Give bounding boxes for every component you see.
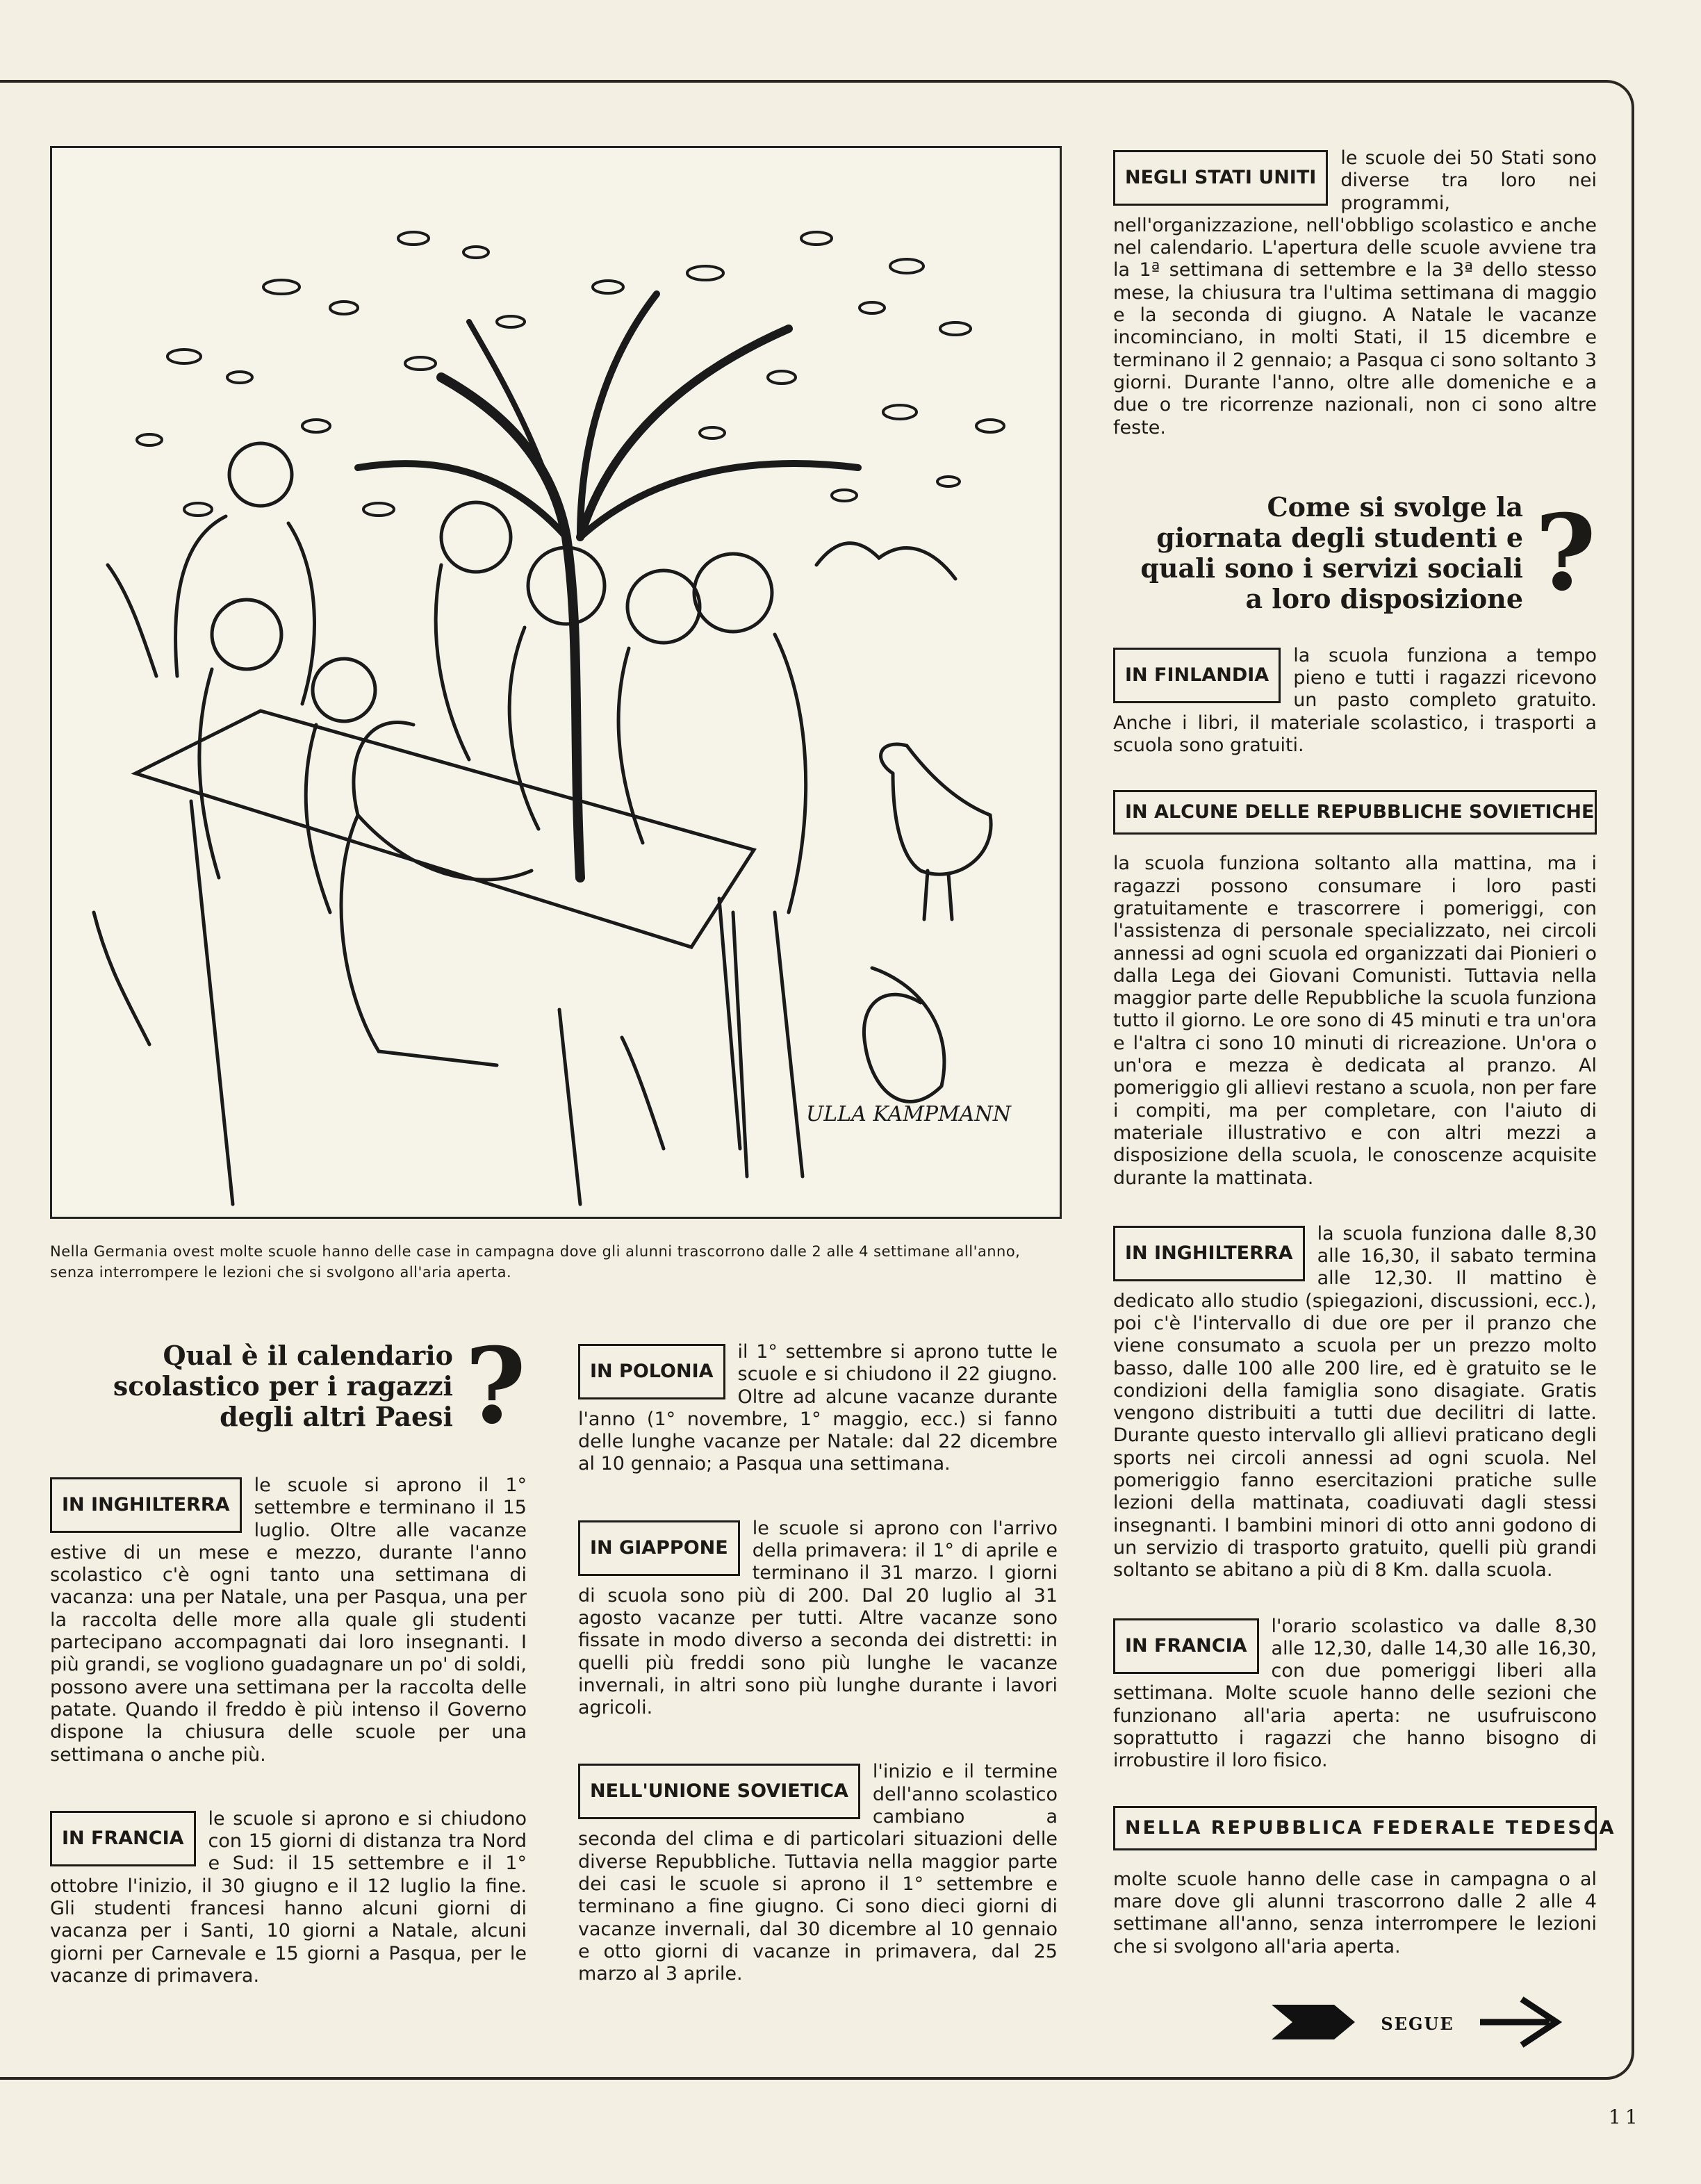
- page-number: 11: [1609, 2105, 1642, 2128]
- entry-label: IN GIAPPONE: [578, 1520, 740, 1576]
- entry-inghilterra-calendar: [50, 1475, 527, 1766]
- entry-label: IN POLONIA: [578, 1344, 725, 1399]
- section-heading-calendar: [50, 1325, 527, 1447]
- entry-text: il 1° settembre si aprono tutte le scuole e si chiudono il 22 giugno. Oltre ad alcune vacanze durante l'anno (1° novembre, 1° maggio, ecc.) si fanno delle lunghe vacanze per Natale: dal 22 dicembre al 10 gennaio; a Pasqua una settimana.: [578, 1341, 1058, 1475]
- entry-germania-federale: [1113, 1806, 1616, 1958]
- entry-finlandia: [1113, 645, 1597, 757]
- entry-text: le scuole si aprono il 1° settembre e terminano il 15 luglio. Oltre alle vacanze estive di un mese e mezzo, durante l'anno scolastico c'è ogni tanto una settimana di vacanza: una per Natale, una per Pasqua, una per la raccolta delle more alla quale gli studenti partecipano accompagnati dai loro insegnanti. I più grandi, se vogliono guadagnare un po' di soldi, possono avere una settimana per la raccolta delle patate. Quando il freddo è più intenso il Governo dispone la chiusura delle scuole per una settimana o anche più.: [50, 1475, 527, 1766]
- entry-label: NEGLI STATI UNITI: [1113, 150, 1328, 206]
- segue-label: SEGUE: [1381, 2014, 1454, 2034]
- segue-continue-link[interactable]: [1272, 1991, 1563, 2053]
- column-left: [50, 1325, 527, 2029]
- arrow-left-icon: [1272, 2005, 1355, 2039]
- entry-inghilterra-giornata: [1113, 1223, 1597, 1582]
- heading-text: Qual è il calendario scolastico per i ragazzi degli altri Paesi: [113, 1340, 453, 1432]
- entry-stati-uniti: [1113, 147, 1597, 439]
- entry-label: IN ALCUNE DELLE REPUBBLICHE SOVIETICHE: [1113, 790, 1597, 835]
- entry-text: molte scuole hanno delle case in campagna o al mare dove gli alunni trascorrono dalle 2 alle 4 settimane all'anno, senza interrompere le lezioni che si svolgono all'aria aperta.: [1113, 1868, 1597, 1957]
- heading-text: Come si svolge la giornata degli studenti e quali sono i servizi sociali a loro disposizione: [1140, 491, 1523, 614]
- arrow-right-icon: [1480, 1999, 1556, 2045]
- artist-signature: ULLA KAMPMANN: [806, 1102, 1011, 1126]
- entry-polonia: [578, 1341, 1058, 1476]
- entry-label: IN FRANCIA: [1113, 1618, 1259, 1674]
- column-middle: [578, 1341, 1058, 2027]
- entry-text: la scuola funziona a tempo pieno e tutti i ragazzi ricevono un pasto completo gratuito. Anche i libri, il materiale scolastico, i trasporti a scuola sono gratuiti.: [1113, 644, 1597, 757]
- entry-label: NELLA REPUBBLICA FEDERALE TEDESCA: [1113, 1806, 1597, 1850]
- entry-label: IN INGHILTERRA: [50, 1477, 242, 1533]
- entry-repubbliche-sovietiche: [1113, 790, 1597, 1189]
- entry-text: la scuola funziona dalle 8,30 alle 16,30, il sabato termina alle 12,30. Il mattino è dedicato allo studio (spiegazioni, discussioni, ecc.), poi c'è l'intervallo di due ore per il pranzo che viene consumato a scuola per un prezzo molto basso, dalle 100 alle 200 lire, ed è gratuito se le condizioni della famiglia sono disagiate. Gratis vengono distribuiti a tutti due decilitri di latte. Durante questo intervallo gli allievi praticano degli sports nei circoli annessi ad ogni scuola. Nel pomeriggio fanno esercitazioni pratiche sulle lezioni della mattinata, coadiuvati dagli stessi insegnanti. I bambini minori di otto anni godono di un servizio di trasporto gratuito, quelli più grandi soltanto se abitano a più di 8 Km. dalla scuola.: [1113, 1222, 1597, 1582]
- column-right: [1113, 147, 1616, 1958]
- question-mark-icon: ?: [465, 1325, 526, 1447]
- entry-text: le scuole si aprono con l'arrivo della primavera: il 1° di aprile e terminano il 31 marzo. I giorni di scuola sono più di 200. Dal 20 luglio al 31 agosto vacanze per tutti. Altre vacanze sono fissate in modo diverso a seconda dei distretti: in quelli più freddi sono più lunghe le vacanze invernali, in altri sono più lunghe durante i lavori agricoli.: [578, 1517, 1058, 1719]
- entry-francia-giornata: [1113, 1616, 1597, 1773]
- entry-text: le scuole dei 50 Stati sono diverse tra loro nei programmi, nell'organizzazione, nell'obbligo scolastico e anche nel calendario. L'apertura delle scuole avviene tra la 1ª settimana di settembre e la 3ª dello stesso mese, la chiusura tra l'ultima settimana di maggio e la seconda di giugno. A Natale le vacanze incominciano, in molti Stati, il 15 dicembre e terminano il 2 gennaio; a Pasqua ci sono soltanto 3 giorni. Durante l'anno, oltre alle domeniche e a due o tre ricorrenze nazionali, non ci sono altre feste.: [1113, 147, 1597, 438]
- entry-francia-calendar: [50, 1808, 527, 1987]
- entry-label: NELL'UNIONE SOVIETICA: [578, 1764, 860, 1819]
- sketch-children-under-tree: [52, 148, 1060, 1217]
- entry-text: l'orario scolastico va dalle 8,30 alle 12,30, dalle 14,30 alle 16,30, con due pomeriggi liberi alla settimana. Molte scuole hanno delle sezioni che funzionano all'aria aperta: ne usufruiscono soprattutto i ragazzi che hanno bisogno di irrobustire il loro fisico.: [1113, 1615, 1597, 1772]
- entry-text: la scuola funziona soltanto alla mattina, ma i ragazzi possono consumare i loro pasti gratuitamente e trascorrere i pomeriggi, con l'assistenza di personale specializzato, nei circoli annessi ad ogni scuola ed organizzati dai Pionieri o dalla Lega dei Giovani Comunisti. Tuttavia nella maggior parte delle Repubbliche la scuola funziona tutto il giorno. Le ore sono di 45 minuti e tra un'ora e l'altra ci sono 10 minuti di ricreazione. Un'ora o un'ora e mezza è dedicata al pranzo. Al pomeriggio gli allievi restano a scuola, non per fare i compiti, ma per completare, con l'aiuto di materiale illustrativo e con altri mezzi a disposizione della scuola, le conoscenze acquisite durante la mattinata.: [1113, 853, 1597, 1189]
- section-heading-giornata: [1113, 492, 1597, 614]
- entry-giappone: [578, 1518, 1058, 1720]
- entry-label: IN INGHILTERRA: [1113, 1226, 1305, 1281]
- entry-label: IN FINLANDIA: [1113, 648, 1281, 703]
- entry-text: l'inizio e il termine dell'anno scolastico cambiano a seconda del clima e di particolari situazioni delle diverse Repubbliche. Tuttavia nella maggior parte dei casi le scuole si aprono il 1° settembre e terminano a fine giugno. Ci sono dieci giorni di vacanze invernali, dal 30 dicembre al 10 gennaio e otto giorni di vacanze in primavera, dal 25 marzo al 3 aprile.: [578, 1761, 1058, 1985]
- entry-unione-sovietica: [578, 1761, 1058, 1985]
- entry-text: le scuole si aprono e si chiudono con 15 giorni di distanza tra Nord e Sud: il 15 settembre e il 1° ottobre l'inizio, il 30 giugno e il 12 luglio la fine. Gli studenti francesi hanno alcuni giorni di vacanza per i Santi, 10 giorni a Natale, alcuni giorni per Carnevale e 15 giorni a Pasqua, per le vacanze di primavera.: [50, 1807, 527, 1987]
- question-mark-icon: ?: [1535, 491, 1596, 614]
- illustration-caption: Nella Germania ovest molte scuole hanno delle case in campagna dove gli alunni trascorrono dalle 2 alle 4 settimane all'anno, senza interrompere le lezioni che si svolgono all'aria aperta.: [50, 1243, 1021, 1281]
- illustration: [50, 146, 1062, 1219]
- entry-label: IN FRANCIA: [50, 1811, 196, 1866]
